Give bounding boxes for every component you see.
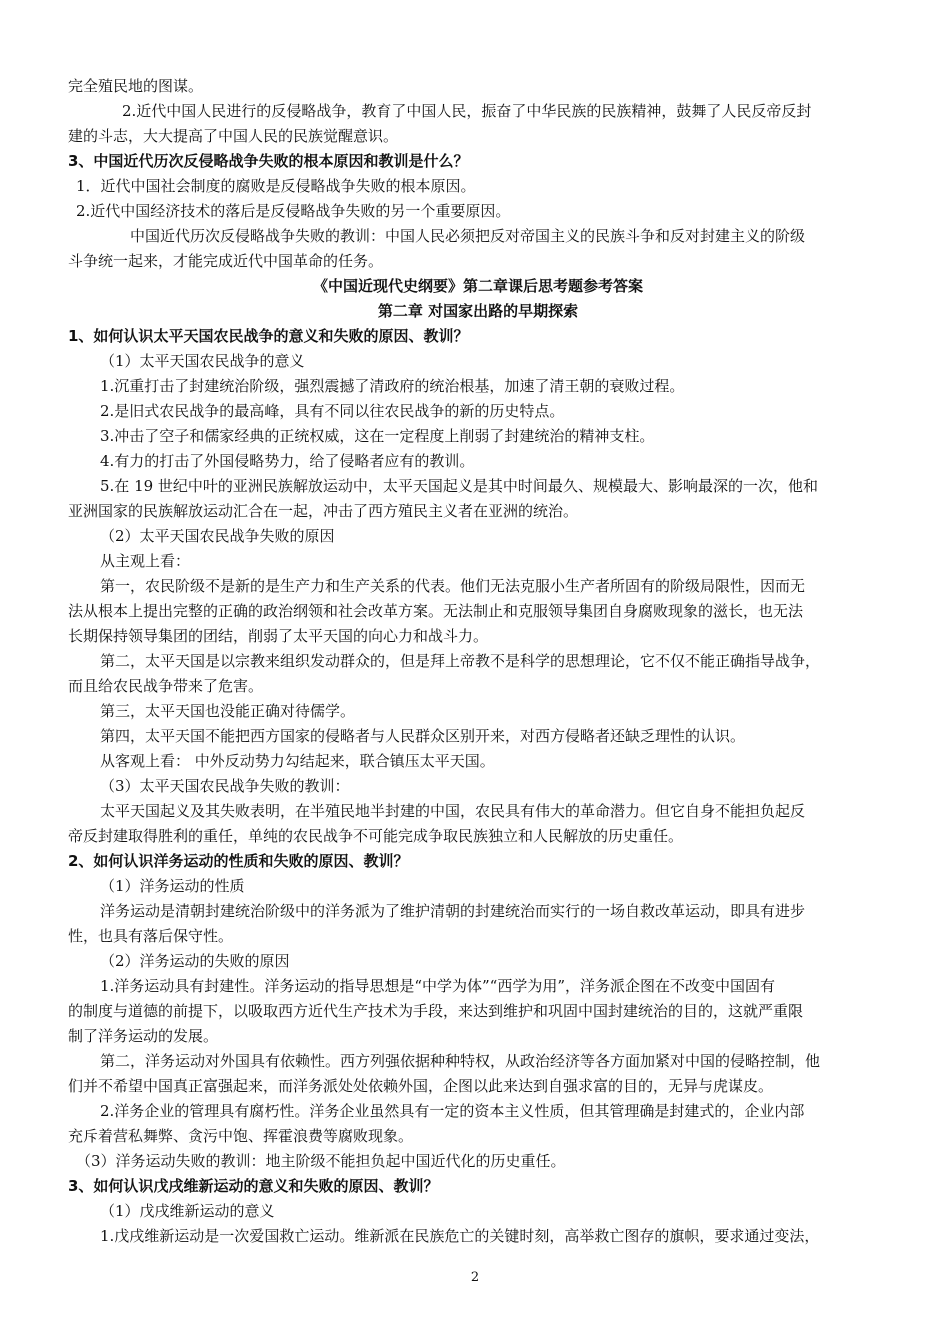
text-line: （2）洋务运动的失败的原因 bbox=[100, 952, 290, 970]
text-line: 2.洋务企业的管理具有腐朽性。洋务企业虽然具有一定的资本主义性质，但其管理确是封建式的，企业内部 bbox=[100, 1102, 805, 1120]
text-line: 而且给农民战争带来了危害。 bbox=[68, 677, 264, 695]
text-line: 第三，太平天国也没能正确对待儒学。 bbox=[100, 702, 356, 720]
text-line: 第二，太平天国是以宗教来组织发动群众的，但是拜上帝教不是科学的思想理论，它不仅不能正确指导战争， bbox=[100, 652, 821, 670]
text-line: 充斥着营私舞弊、贪污中饱、挥霍浪费等腐败现象。 bbox=[68, 1127, 414, 1145]
text-line: 太平天国起义及其失败表明，在半殖民地半封建的中国，农民具有伟大的革命潜力。但它自身不能担负起反 bbox=[100, 802, 806, 820]
text-line: 第一，农民阶级不是新的是生产力和生产关系的代表。他们无法克服小生产者所固有的阶级局限性，因而无 bbox=[100, 577, 806, 595]
text-line: 长期保持领导集团的团结，削弱了太平天国的向心力和战斗力。 bbox=[68, 627, 489, 645]
text-line: 1.沉重打击了封建统治阶级，强烈震撼了清政府的统治根基，加速了清王朝的衰败过程。 bbox=[100, 377, 685, 395]
text-line: （2）太平天国农民战争失败的原因 bbox=[100, 527, 335, 545]
text-line: 洋务运动是清朝封建统治阶级中的洋务派为了维护清朝的封建统治而实行的一场自救改革运动，即具有进步 bbox=[100, 902, 806, 920]
section-title: 《中国近现代史纲要》第二章课后思考题参考答案 bbox=[312, 277, 643, 295]
text-line: 2.近代中国人民进行的反侵略战争，教育了中国人民，振奋了中华民族的民族精神，鼓舞了人民反帝反封 bbox=[122, 102, 812, 120]
page-number: 2 bbox=[470, 1270, 480, 1285]
text-line: （3）太平天国农民战争失败的教训： bbox=[100, 777, 350, 795]
text-line: 斗争统一起来，才能完成近代中国革命的任务。 bbox=[68, 252, 384, 270]
text-line: 2.近代中国经济技术的落后是反侵略战争失败的另一个重要原因。 bbox=[76, 202, 511, 220]
text-line: 第四，太平天国不能把西方国家的侵略者与人民群众区别开来，对西方侵略者还缺乏理性的认识。 bbox=[100, 727, 746, 745]
text-line: 建的斗志，大大提高了中国人民的民族觉醒意识。 bbox=[68, 127, 399, 145]
text-line: 从主观上看： bbox=[100, 552, 191, 570]
question-heading: 3、中国近代历次反侵略战争失败的根本原因和教训是什么？ bbox=[68, 152, 469, 170]
text-line: 们并不希望中国真正富强起来，而洋务派处处依赖外国，企图以此来达到自强求富的目的，无异与虎谋皮。 bbox=[68, 1077, 774, 1095]
question-heading: 3、如何认识戊戌维新运动的意义和失败的原因、教训？ bbox=[68, 1177, 439, 1195]
text-line: 亚洲国家的民族解放运动汇合在一起，冲击了西方殖民主义者在亚洲的统治。 bbox=[68, 502, 579, 520]
text-line: 1．近代中国社会制度的腐败是反侵略战争失败的根本原因。 bbox=[76, 177, 476, 195]
text-line: 制了洋务运动的发展。 bbox=[68, 1027, 219, 1045]
text-line: 2.是旧式农民战争的最高峰，具有不同以往农民战争的新的历史特点。 bbox=[100, 402, 565, 420]
text-line: 性，也具有落后保守性。 bbox=[68, 927, 234, 945]
text-line: 法从根本上提出完整的正确的政治纲领和社会改革方案。无法制止和克服领导集团自身腐败现象的滋长，也无法 bbox=[68, 602, 804, 620]
question-heading: 2、如何认识洋务运动的性质和失败的原因、教训？ bbox=[68, 852, 409, 870]
text-line: （1）太平天国农民战争的意义 bbox=[100, 352, 305, 370]
text-line: 完全殖民地的图谋。 bbox=[68, 77, 204, 95]
text-line: （3）洋务运动失败的教训：地主阶级不能担负起中国近代化的历史重任。 bbox=[76, 1152, 566, 1170]
chapter-title: 第二章 对国家出路的早期探索 bbox=[377, 302, 579, 320]
text-line: 4.有力的打击了外国侵略势力，给了侵略者应有的教训。 bbox=[100, 452, 475, 470]
text-line: （1）洋务运动的性质 bbox=[100, 877, 245, 895]
question-heading: 1、如何认识太平天国农民战争的意义和失败的原因、教训？ bbox=[68, 327, 469, 345]
text-line: 帝反封建取得胜利的重任，单纯的农民战争不可能完成争取民族独立和人民解放的历史重任。 bbox=[68, 827, 684, 845]
text-line: 中国近代历次反侵略战争失败的教训：中国人民必须把反对帝国主义的民族斗争和反对封建主义的阶级 bbox=[130, 227, 806, 245]
text-line: （1）戊戌维新运动的意义 bbox=[100, 1202, 275, 1220]
text-line: 1.洋务运动具有封建性。洋务运动的指导思想是“中学为体”“西学为用”，洋务派企图在不改变中国固有 bbox=[100, 977, 775, 995]
text-line: 1.戊戌维新运动是一次爱国救亡运动。维新派在民族危亡的关键时刻，高举救亡图存的旗帜，要求通过变法， bbox=[100, 1227, 820, 1245]
text-line: 第二，洋务运动对外国具有依赖性。西方列强依据种种特权，从政治经济等各方面加紧对中国的侵略控制，他 bbox=[100, 1052, 821, 1070]
text-line: 的制度与道德的前提下，以吸取西方近代生产技术为手段，来达到维护和巩固中国封建统治的目的，这就严重限 bbox=[68, 1002, 804, 1020]
text-line: 5.在 19 世纪中叶的亚洲民族解放运动中，太平天国起义是其中时间最久、规模最大、影响最深的一次，他和 bbox=[100, 477, 818, 495]
text-line: 3.冲击了空子和儒家经典的正统权威，这在一定程度上削弱了封建统治的精神支柱。 bbox=[100, 427, 655, 445]
text-line: 从客观上看： 中外反动势力勾结起来，联合镇压太平天国。 bbox=[100, 752, 495, 770]
